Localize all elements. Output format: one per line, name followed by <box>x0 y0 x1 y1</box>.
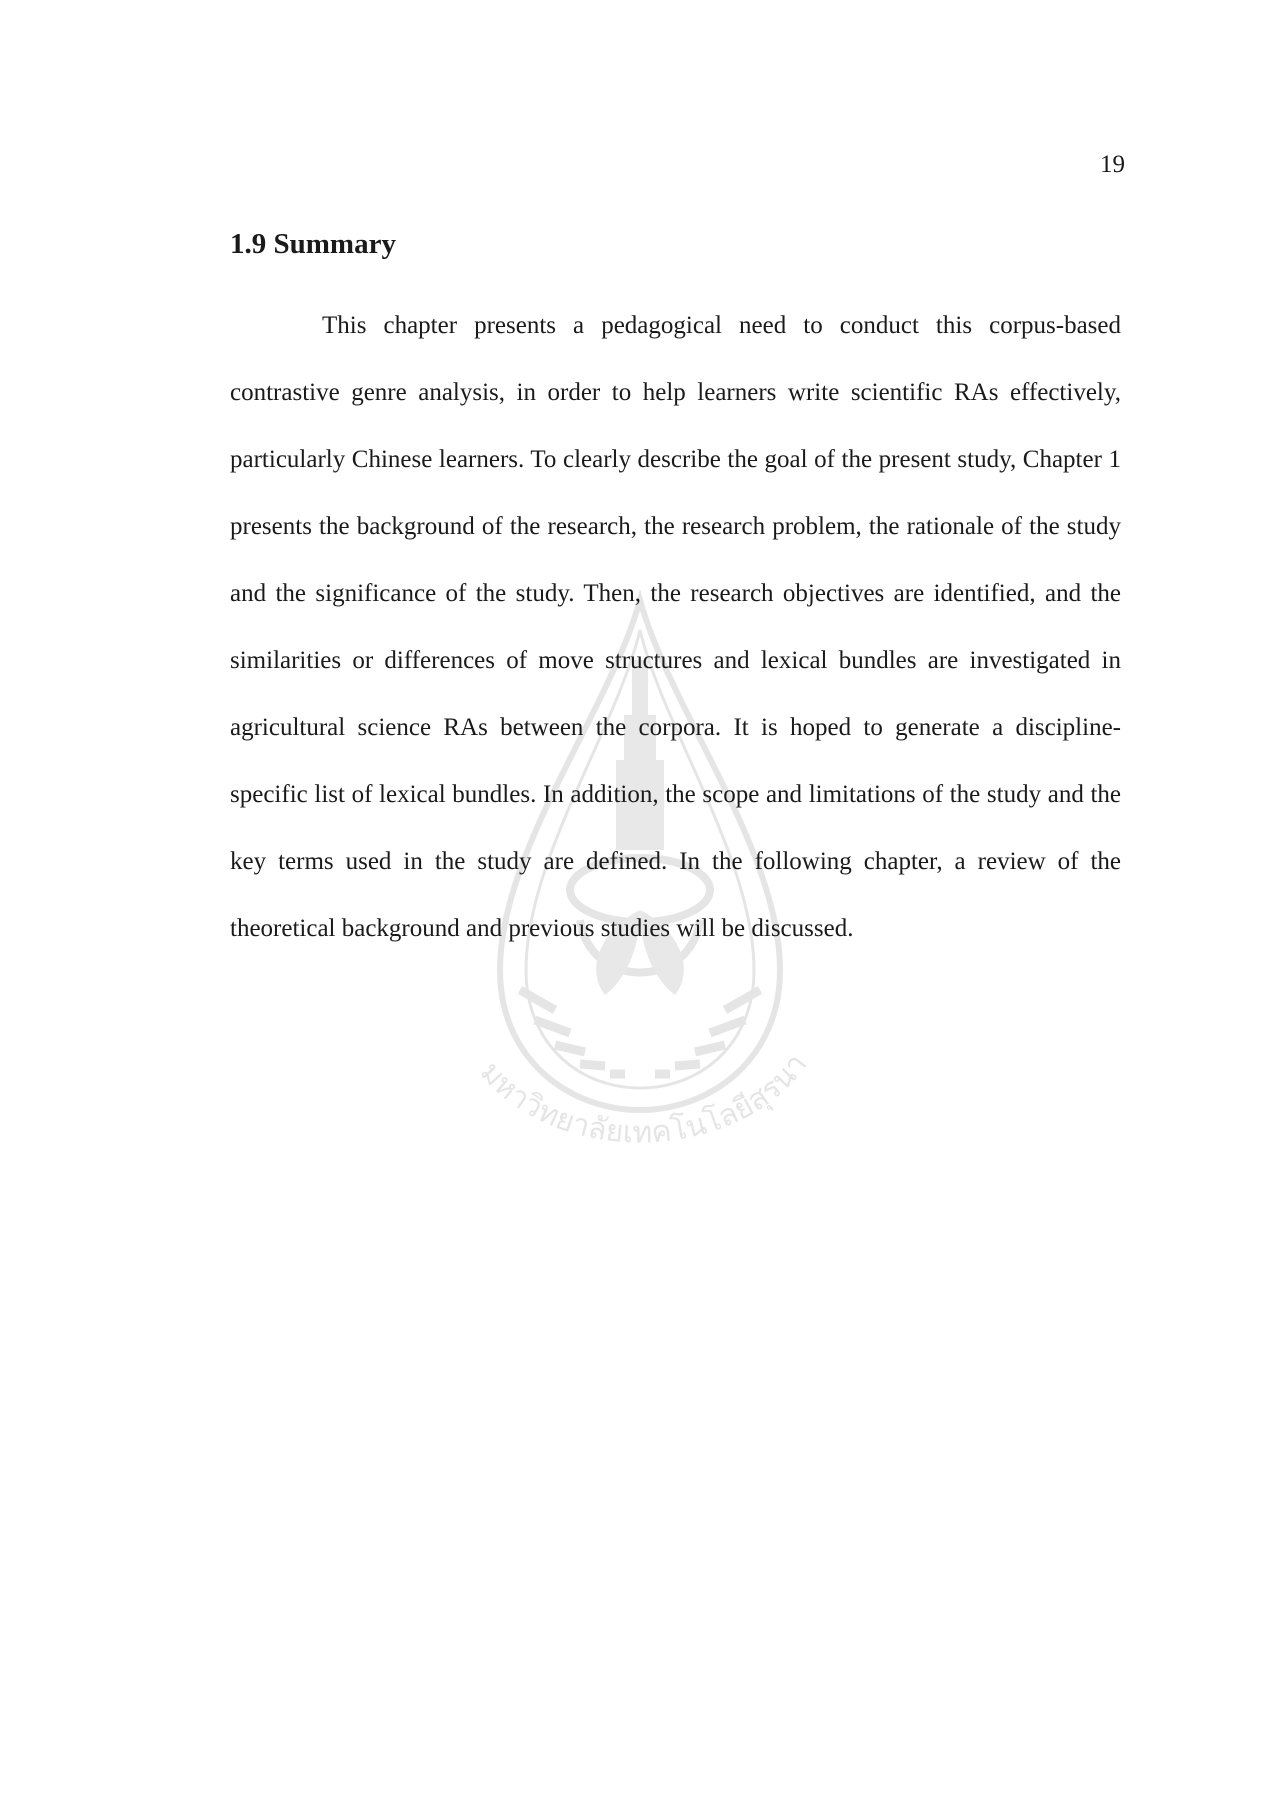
section-heading: 1.9 Summary <box>230 228 396 260</box>
page-number: 19 <box>1100 151 1125 178</box>
summary-paragraph: This chapter presents a pedagogical need to conduct this corpus-based contrastive genre analysis, in order to help learners write scientific RAs effectively, particularly Chinese learners. To clearly describe the goal of the present study, Chapter 1 presents the background of the research, the research problem, the rationale of the study and the significance of the study. Then, the research objectives are identified, and the similarities or differences of move structures and lexical bundles are investigated in agricultural science RAs between the corpora. It is hoped to generate a discipline-specific list of lexical bundles. In addition, the scope and limitations of the study and the key terms used in the study are defined. In the following chapter, a review of the theoretical background and previous studies will be discussed. <box>230 312 1121 942</box>
watermark-text: มหาวิทยาลัยเทคโนโลยีสุรนา <box>472 1047 815 1150</box>
